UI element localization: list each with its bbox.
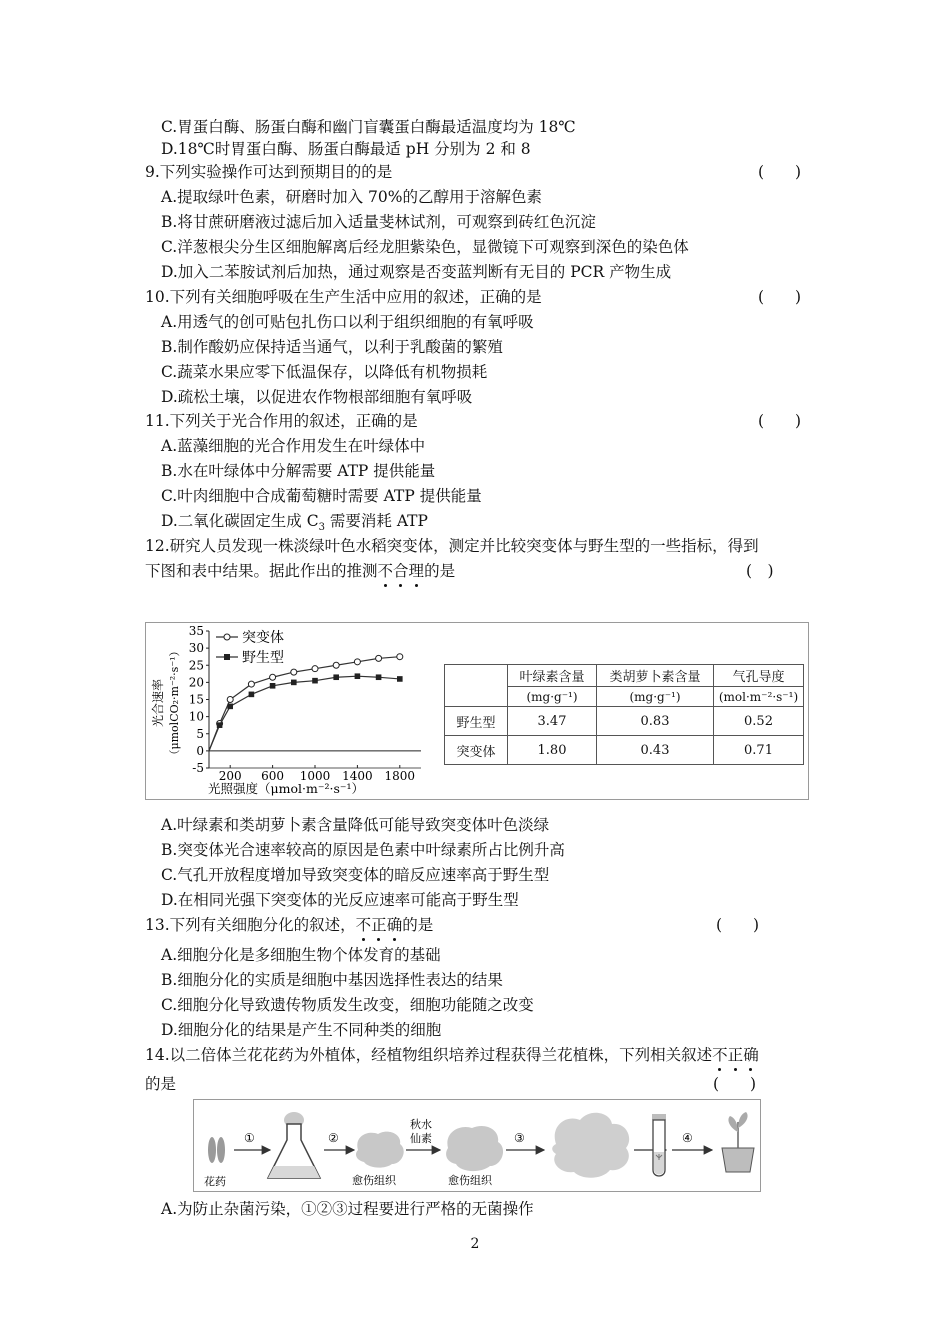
q13-option-c: C.细胞分化导致遗传物质发生改变，细胞功能随之改变 xyxy=(161,996,534,1014)
x-tick-label: 1800 xyxy=(384,769,416,783)
x-tick-label: 1400 xyxy=(342,769,373,783)
q11-option-d: D.二氧化碳固定生成 $C_3$ 需要消耗 ATP xyxy=(161,512,428,534)
table-cell: 3.47 xyxy=(508,707,597,736)
q9-stem: 9.下列实验操作可达到预期目的的是 xyxy=(145,163,393,181)
q12-option-c: C.气孔开放程度增加导致突变体的暗反应速率高于野生型 xyxy=(161,866,550,884)
q9-option-c: C.洋葱根尖分生区细胞解离后经龙胆紫染色，显微镜下可观察到深色的染色体 xyxy=(161,238,689,256)
q12-option-b: B.突变体光合速率较高的原因是色素中叶绿素所占比例升高 xyxy=(161,841,565,859)
x-tick-label: 1000 xyxy=(299,769,331,783)
step-label: ③ xyxy=(514,1131,525,1145)
q13-option-a: A.细胞分化是多细胞生物个体发育的基础 xyxy=(161,946,441,964)
x-tick-label: 200 xyxy=(218,769,242,783)
label-callus-1: 愈伤组织 xyxy=(352,1174,396,1187)
q13-answer-paren: ( ) xyxy=(716,916,760,934)
y-axis-label-1: 光合速率 xyxy=(151,678,165,728)
y-tick-label: 25 xyxy=(188,658,204,673)
table-cell: 1.80 xyxy=(508,736,597,765)
callus-icon xyxy=(446,1126,503,1171)
y-tick-label: 0 xyxy=(196,743,204,758)
q11-option-a: A.蓝藻细胞的光合作用发生在叶绿体中 xyxy=(161,437,426,455)
q12-stem-line2: 下图和表中结果。据此作出的推测不合理的是 xyxy=(145,562,456,580)
data-point-wildtype xyxy=(333,674,339,680)
data-point-mutant xyxy=(333,662,339,668)
y-tick-label: 10 xyxy=(188,709,204,724)
q13-option-d: D.细胞分化的结果是产生不同种类的细胞 xyxy=(161,1021,442,1039)
data-point-wildtype xyxy=(397,676,403,682)
q9-option-b: B.将甘蔗研磨液过滤后加入适量斐林试剂，可观察到砖红色沉淀 xyxy=(161,213,596,231)
data-point-wildtype xyxy=(376,674,382,680)
series-line-2 xyxy=(209,676,400,751)
step-label: ④ xyxy=(682,1131,693,1145)
y-tick-label: 30 xyxy=(188,641,204,656)
data-point-wildtype xyxy=(217,722,223,728)
emphasis-char: 确 xyxy=(743,1046,759,1064)
y-axis-label-2: （μmolCO₂·m⁻²·s⁻¹） xyxy=(168,645,181,761)
q11-option-c: C.叶肉细胞中合成葡萄糖时需要 ATP 提供能量 xyxy=(161,487,482,505)
potted-plant-icon xyxy=(722,1112,754,1172)
label-callus-2: 愈伤组织 xyxy=(448,1174,492,1187)
anther-icon xyxy=(208,1137,225,1163)
table-unit: (mg·g⁻¹) xyxy=(597,687,714,707)
data-point-wildtype xyxy=(355,673,361,679)
data-point-mutant xyxy=(270,674,276,680)
table-cell: 突变体 xyxy=(445,736,508,765)
data-point-mutant xyxy=(227,697,233,703)
data-point-wildtype xyxy=(291,680,297,686)
q8-option-d: D.18℃时胃蛋白酶、肠蛋白酶最适 pH 分别为 2 和 8 xyxy=(161,140,531,158)
data-point-mutant xyxy=(312,666,318,672)
q13-option-b: B.细胞分化的实质是细胞中基因选择性表达的结果 xyxy=(161,971,503,989)
data-point-mutant xyxy=(248,681,254,687)
table-cell: 0.43 xyxy=(597,736,714,765)
q14-answer-paren: ( ) xyxy=(713,1075,757,1093)
shoot-cluster-icon xyxy=(552,1113,629,1178)
q11-option-b: B.水在叶绿体中分解需要 ATP 提供能量 xyxy=(161,462,436,480)
table-row xyxy=(445,736,804,765)
legend-marker xyxy=(224,634,230,640)
q12-option-a: A.叶绿素和类胡萝卜素含量降低可能导致突变体叶色淡绿 xyxy=(161,816,550,834)
y-tick-label: 5 xyxy=(196,726,204,741)
emphasis-char: 正 xyxy=(727,1046,744,1064)
pigment-table xyxy=(444,664,804,765)
emphasis-char: 不 xyxy=(712,1046,728,1064)
label-colchicine-2: 仙素 xyxy=(410,1132,432,1145)
y-tick-label: -5 xyxy=(192,761,204,775)
series-line-1 xyxy=(209,657,400,751)
table-unit: (mol·m⁻²·s⁻¹) xyxy=(714,687,804,707)
q9-option-a: A.提取绿叶色素，研磨时加入 70%的乙醇用于溶解色素 xyxy=(161,188,543,206)
q11-stem: 11.下列关于光合作用的叙述，正确的是 xyxy=(145,412,418,430)
q10-option-d: D.疏松土壤，以促进农作物根部细胞有氧呼吸 xyxy=(161,388,473,406)
table-header: 类胡萝卜素含量 xyxy=(597,665,714,687)
emphasis-char: 确 xyxy=(386,916,403,934)
q10-option-c: C.蔬菜水果应零下低温保存，以降低有机物损耗 xyxy=(161,363,488,381)
q10-stem: 10.下列有关细胞呼吸在生产生活中应用的叙述，正确的是 xyxy=(145,288,542,306)
q12-option-d: D.在相同光强下突变体的光反应速率可能高于野生型 xyxy=(161,891,519,909)
step-label: ① xyxy=(244,1131,255,1145)
q11-answer-paren: ( ) xyxy=(758,412,802,430)
table-cell: 0.71 xyxy=(714,736,804,765)
photosynthesis-chart xyxy=(146,623,436,799)
emphasis-char: 正 xyxy=(371,916,387,934)
data-point-wildtype xyxy=(312,678,318,684)
q14-option-a: A.为防止杂菌污染，①②③过程要进行严格的无菌操作 xyxy=(161,1200,534,1218)
table-cell: 0.83 xyxy=(597,707,714,736)
emphasis-char: 不 xyxy=(355,916,372,934)
q10-option-b: B.制作酸奶应保持适当通气，以利于乳酸菌的繁殖 xyxy=(161,338,503,356)
q12-answer-paren: ( ) xyxy=(746,562,774,580)
table-row xyxy=(445,707,804,736)
x-axis-label: 光照强度（μmol·m⁻²·s⁻¹） xyxy=(208,781,364,796)
data-point-mutant xyxy=(291,669,297,675)
q14-stem-line1: 14.以二倍体兰花花药为外植体，经植物组织培养过程获得兰花植株，下列相关叙述不正确 xyxy=(145,1046,759,1064)
tissue-culture-diagram xyxy=(194,1100,760,1191)
legend-label: 突变体 xyxy=(242,630,284,646)
legend-label: 野生型 xyxy=(242,650,284,666)
q10-answer-paren: ( ) xyxy=(758,288,802,306)
step-label: ② xyxy=(328,1131,339,1145)
y-tick-label: 35 xyxy=(188,624,204,638)
page-number: 2 xyxy=(470,1236,480,1252)
flask-icon xyxy=(268,1112,320,1178)
test-tube-icon xyxy=(652,1114,666,1176)
legend-marker xyxy=(224,654,230,660)
data-point-mutant xyxy=(376,655,382,661)
table-header: 叶绿素含量 xyxy=(508,665,597,687)
emphasis-char: 理 xyxy=(408,562,425,580)
data-point-mutant xyxy=(397,654,403,660)
table-corner xyxy=(445,665,508,707)
table-cell: 野生型 xyxy=(445,707,508,736)
tissue-culture-figure xyxy=(193,1099,761,1192)
data-point-wildtype xyxy=(270,683,276,689)
emphasis-char: 合 xyxy=(393,562,409,580)
data-point-wildtype xyxy=(227,704,233,710)
table-cell: 0.52 xyxy=(714,707,804,736)
table-header: 气孔导度 xyxy=(714,665,804,687)
data-point-wildtype xyxy=(249,692,255,698)
subscript-3: 3 xyxy=(318,522,325,534)
x-tick-label: 600 xyxy=(261,769,285,783)
callus-icon xyxy=(356,1132,404,1168)
emphasis-char: 不 xyxy=(377,562,394,580)
label-colchicine-1: 秋水 xyxy=(410,1118,432,1131)
q12-stem-line1: 12.研究人员发现一株淡绿叶色水稻突变体，测定并比较突变体与野生型的一些指标，得到 xyxy=(145,537,759,555)
table-unit: (mg·g⁻¹) xyxy=(508,687,597,707)
q10-option-a: A.用透气的创可贴包扎伤口以利于组织细胞的有氧呼吸 xyxy=(161,313,534,331)
q9-option-d: D.加入二苯胺试剂后加热，通过观察是否变蓝判断有无目的 PCR 产物生成 xyxy=(161,263,672,281)
q14-stem-line2: 的是 xyxy=(145,1075,177,1093)
y-tick-label: 15 xyxy=(188,692,204,707)
q9-answer-paren: ( ) xyxy=(758,163,802,181)
q12-figure xyxy=(145,622,809,800)
y-tick-label: 20 xyxy=(188,675,204,690)
data-point-mutant xyxy=(354,659,360,665)
q13-stem: 13.下列有关细胞分化的叙述，不正确的是 xyxy=(145,916,434,934)
label-anther: 花药 xyxy=(204,1175,226,1188)
q8-option-c: C.胃蛋白酶、肠蛋白酶和幽门盲囊蛋白酶最适温度均为 18℃ xyxy=(161,118,576,136)
